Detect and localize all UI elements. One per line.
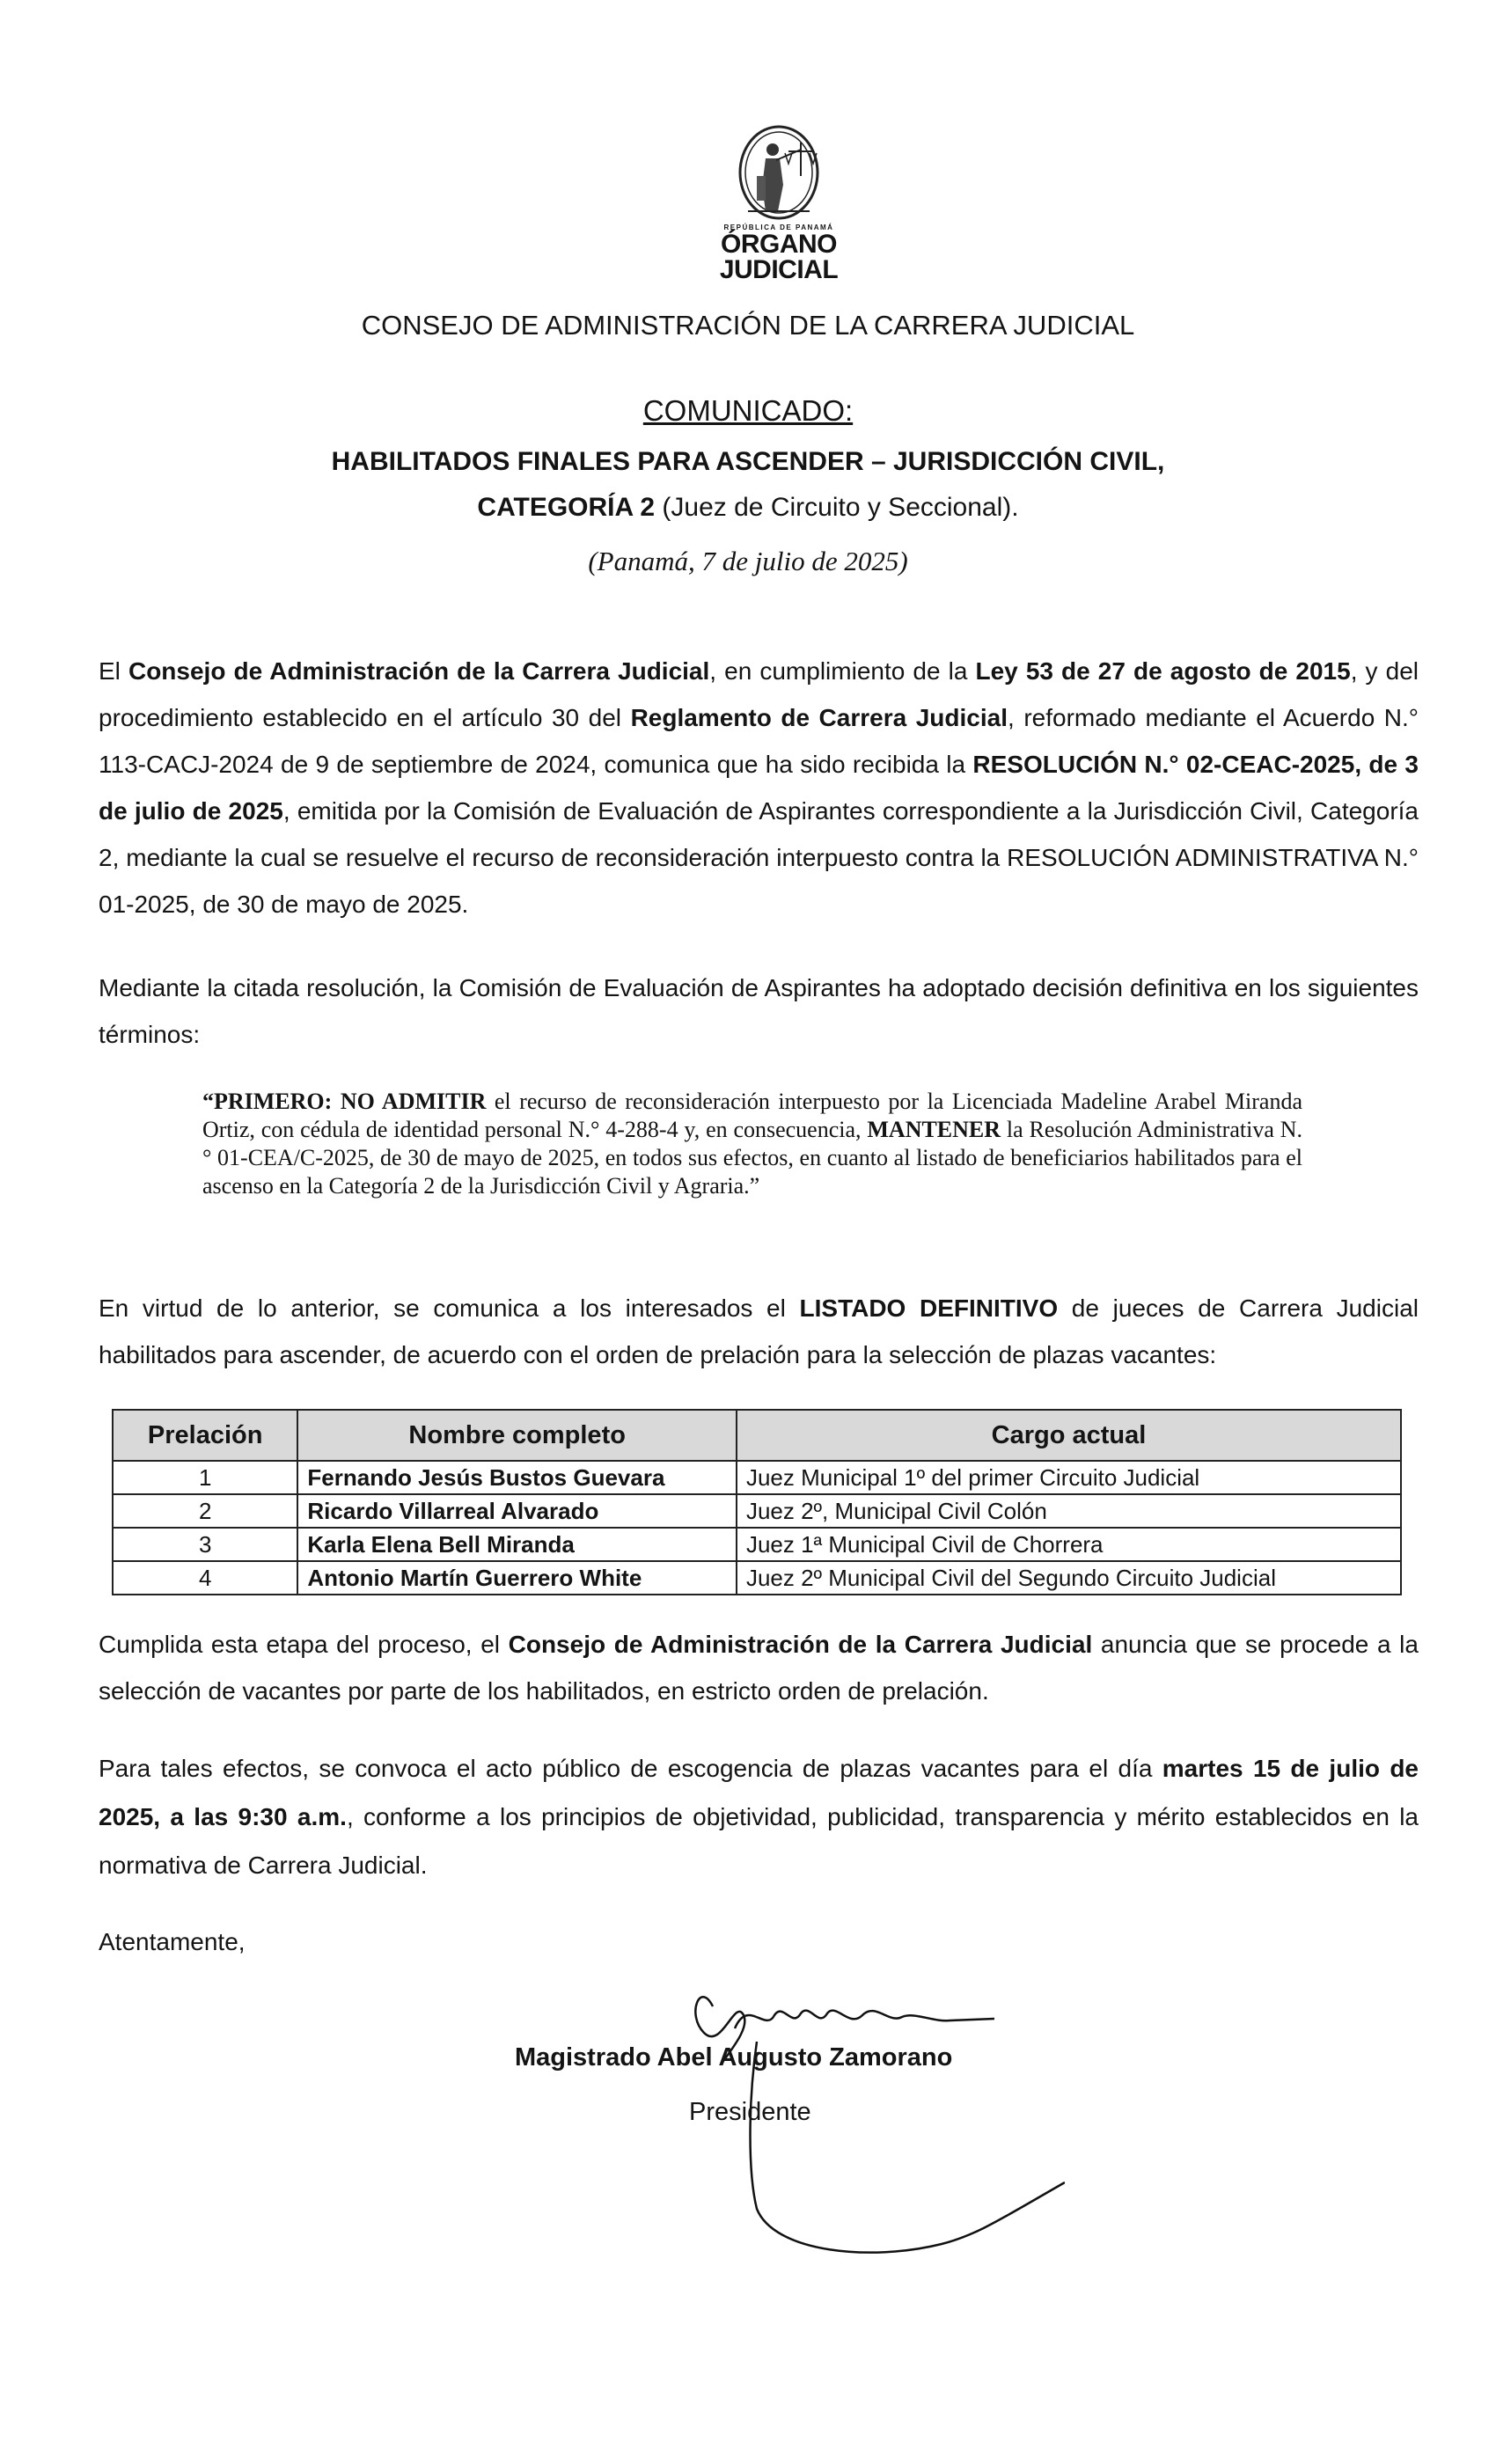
- table-header-row: [113, 1410, 1401, 1461]
- text-bold: Reglamento de Carrera Judicial: [630, 704, 1008, 731]
- text: , conforme a los principios de objetividad, publicidad, transparencia y mérito establecidos en la normativa de Carrera Judicial.: [99, 1803, 1419, 1879]
- cell-name: Antonio Martín Guerrero White: [297, 1561, 737, 1595]
- text: El: [99, 657, 128, 685]
- cell-rank: 3: [113, 1528, 297, 1561]
- cell-name: Ricardo Villarreal Alvarado: [297, 1494, 737, 1528]
- paragraph-selection: [99, 1621, 1419, 1714]
- place-date: (Panamá, 7 de julio de 2025): [588, 546, 908, 576]
- header-nombre: Nombre completo: [297, 1410, 737, 1461]
- logo-name-line1: ÓRGANO: [721, 230, 837, 259]
- text-bold: LISTADO DEFINITIVO: [799, 1294, 1059, 1322]
- text: Para tales efectos, se convoca el acto público de escogencia de plazas vacantes para el día: [99, 1755, 1162, 1782]
- logo-name-line2: JUDICIAL: [719, 255, 839, 284]
- text: anuncia que se procede a la selección de vacantes por parte de los habilitados, en estricto orden de prelación.: [99, 1631, 1419, 1705]
- signatory-name: Magistrado Abel Augusto Zamorano: [515, 2043, 953, 2072]
- comunicado-heading: COMUNICADO:: [642, 394, 854, 427]
- text: Cumplida esta etapa del proceso, el: [99, 1631, 509, 1658]
- organo-judicial-logo: [704, 123, 854, 299]
- paragraph-intro: [99, 648, 1419, 928]
- table-row: [113, 1561, 1401, 1595]
- cell-rank: 4: [113, 1561, 297, 1595]
- signatory-title: Presidente: [689, 2098, 811, 2126]
- text-bold: RESOLUCIÓN N.° 02-CEAC-2025, de 3 de julio de 2025: [99, 751, 1419, 825]
- text: En virtud de lo anterior, se comunica a los interesados el: [99, 1294, 800, 1322]
- paragraph-convocation: [99, 1744, 1419, 1889]
- text: el recurso de reconsideración interpuesto por la Licenciada Madeline Arabel Miranda Ortiz, con cédula de identidad personal N.° 4-288-4 y, en consecuencia,: [202, 1089, 1302, 1142]
- resolution-quote: [202, 1088, 1302, 1200]
- text-bold: MANTENER: [867, 1117, 1001, 1142]
- text: , en cumplimiento de la: [709, 657, 976, 685]
- closing-text: Atentamente,: [99, 1928, 246, 1955]
- cell-rank: 1: [113, 1461, 297, 1494]
- cell-name: Fernando Jesús Bustos Guevara: [297, 1461, 737, 1494]
- text-bold: Consejo de Administración de la Carrera Judicial: [508, 1631, 1093, 1658]
- table-row: [113, 1528, 1401, 1561]
- header-cargo: Cargo actual: [737, 1410, 1401, 1461]
- cell-position: Juez 2º Municipal Civil del Segundo Circuito Judicial: [737, 1561, 1401, 1595]
- text: la Resolución Administrativa N.° 01-CEA/C-2025, de 30 de mayo de 2025, en todos sus efectos, en cuanto al listado de beneficiarios habilitados para el ascenso en la Categoría 2 de la Jurisdicción Civil y Agraria.”: [202, 1117, 1302, 1199]
- justice-seal-icon: [730, 123, 827, 227]
- table-row: [113, 1461, 1401, 1494]
- document-title-line1: HABILITADOS FINALES PARA ASCENDER – JURISDICCIÓN CIVIL,: [331, 447, 1165, 476]
- text: , y del procedimiento establecido en el artículo 30 del: [99, 657, 1419, 731]
- ranking-table: [112, 1409, 1402, 1595]
- cell-position: Juez 1ª Municipal Civil de Chorrera: [737, 1528, 1401, 1561]
- cell-position: Juez Municipal 1º del primer Circuito Judicial: [737, 1461, 1401, 1494]
- table-row: [113, 1494, 1401, 1528]
- text-bold: Ley 53 de 27 de agosto de 2015: [975, 657, 1351, 685]
- paragraph-listing: [99, 1285, 1419, 1378]
- text-bold: “PRIMERO: NO ADMITIR: [202, 1089, 487, 1114]
- header-prelacion: Prelación: [113, 1410, 297, 1461]
- text: de jueces de Carrera Judicial habilitados para ascender, de acuerdo con el orden de prelación para la selección de plazas vacantes:: [99, 1294, 1419, 1368]
- cell-position: Juez 2º, Municipal Civil Colón: [737, 1494, 1401, 1528]
- category-label: CATEGORÍA 2: [477, 493, 656, 522]
- category-detail: (Juez de Circuito y Seccional).: [655, 493, 1019, 522]
- text-bold: martes 15 de julio de 2025, a las 9:30 a.m.: [99, 1755, 1419, 1830]
- text: , reformado mediante el Acuerdo N.° 113-CACJ-2024 de 9 de septiembre de 2024, comunica que ha sido recibida la: [99, 704, 1419, 778]
- cell-rank: 2: [113, 1494, 297, 1528]
- paragraph-decision: Mediante la citada resolución, la Comisión de Evaluación de Aspirantes ha adoptado decisión definitiva en los siguientes términos:: [99, 974, 1419, 1048]
- council-heading: CONSEJO DE ADMINISTRACIÓN DE LA CARRERA JUDICIAL: [361, 310, 1135, 341]
- document-title-line2: [0, 493, 1496, 523]
- logo-republic-text: REPÚBLICA DE PANAMÁ: [723, 224, 834, 231]
- cell-name: Karla Elena Bell Miranda: [297, 1528, 737, 1561]
- text-bold: Consejo de Administración de la Carrera Judicial: [128, 657, 710, 685]
- text: , emitida por la Comisión de Evaluación de Aspirantes correspondiente a la Jurisdicción Civil, Categoría 2, mediante la cual se resuelve el recurso de reconsideración interpuesto contra la RESOLUCIÓN ADMINISTRATIVA N.° 01-2025, de 30 de mayo de 2025.: [99, 797, 1419, 918]
